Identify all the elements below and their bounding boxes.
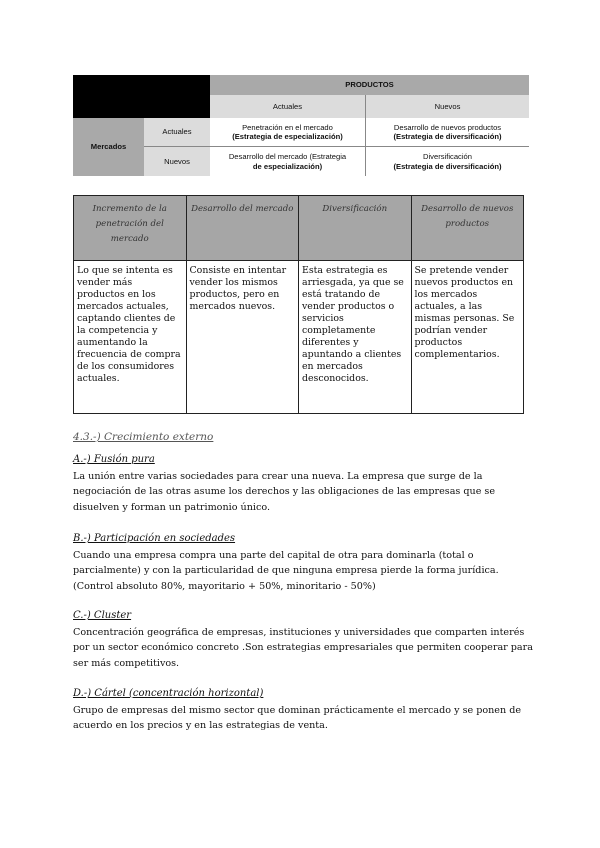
table-cell: Consiste en intentar vender los mismos productos, pero en mercados nuevos. [186, 261, 299, 414]
table-header-row [74, 196, 524, 261]
subsection-c-text: Concentración geográfica de empresas, instituciones y universidades que comparten interés por un sector económico concreto .Son estrategias empresariales que permiten cooperar para ser más competitivos. [73, 626, 533, 669]
table-header: Diversificación [299, 196, 412, 261]
cell-line: Penetración en el mercado [242, 122, 333, 132]
cell-line-bold: (Estrategia de especialización) [232, 132, 343, 141]
cell-line: Desarrollo de nuevos productos [393, 122, 502, 132]
cell-line: Diversificación [423, 152, 472, 162]
matrix-col-nuevos: Nuevos [366, 95, 529, 118]
subsection-b-text: Cuando una empresa compra una parte del capital de otra para dominarla (total o parcialmente) y con la particularidad de que ninguna empresa pierde la forma jurídica. (Control absoluto 80%, mayoritario + 50%, minoritario - 50%) [73, 549, 499, 592]
table-header: Incremento de la penetración del mercado [74, 196, 187, 261]
cell-line-bold: (Estrategia de diversificación) [393, 161, 502, 171]
table-cell: Esta estrategia es arriesgada, ya que se está tratando de vender productos o servicios completamente diferentes y apuntando a clientes en mercados desconocidos. [299, 261, 412, 414]
matrix-corner [73, 75, 210, 118]
matrix-cell-diversificacion [366, 147, 529, 176]
table-row [74, 261, 524, 414]
subsection-d [73, 686, 533, 734]
ansoff-matrix [73, 75, 529, 176]
matrix-productos-header: PRODUCTOS [210, 75, 529, 95]
matrix-cell-nuevos-productos [366, 118, 529, 147]
strategies-table [73, 195, 524, 414]
matrix-cell-desarrollo-mercado [210, 147, 366, 176]
table-cell: Lo que se intenta es vender más productos en los mercados actuales, captando clientes de la competencia y aumentando la frecuencia de compra de los consumidores actuales. [74, 261, 187, 414]
subsection-a [73, 452, 533, 515]
section-title: 4.3.-) Crecimiento externo [73, 431, 214, 443]
subsection-d-text: Grupo de empresas del mismo sector que dominan prácticamente el mercado y se ponen de acuerdo en los precios y en las estrategias de venta. [73, 704, 522, 731]
cell-line-bold: (Estrategia de diversificación) [393, 132, 502, 141]
cell-line: Desarrollo del mercado (Estrategia [228, 152, 347, 162]
subsection-d-title: D.-) Cártel (concentración horizontal) [73, 688, 264, 699]
subsection-b-title: B.-) Participación en sociedades [73, 533, 236, 544]
matrix-cell-penetracion [210, 118, 366, 147]
matrix-mercados-header: Mercados [73, 118, 144, 176]
subsection-a-title: A.-) Fusión pura [73, 454, 155, 465]
subsection-b [73, 531, 533, 594]
table-cell: Se pretende vender nuevos productos en los mercados actuales, a las mismas personas. Se podrían vender productos complementarios. [411, 261, 524, 414]
matrix-row-nuevos: Nuevos [144, 147, 210, 176]
cell-line-bold: de especialización) [252, 161, 323, 171]
subsection-a-text: La unión entre varias sociedades para crear una nueva. La empresa que surge de la negociación de las otras asume los derechos y las obligaciones de las empresas que se disuelven y forman un patrimonio único. [73, 470, 496, 513]
matrix-col-actuales: Actuales [210, 95, 366, 118]
table-header: Desarrollo del mercado [186, 196, 299, 261]
subsection-c-title: C.-) Cluster [73, 610, 132, 621]
table-header: Desarrollo de nuevos productos [411, 196, 524, 261]
matrix-row-actuales: Actuales [144, 118, 210, 147]
subsection-c [73, 608, 533, 671]
